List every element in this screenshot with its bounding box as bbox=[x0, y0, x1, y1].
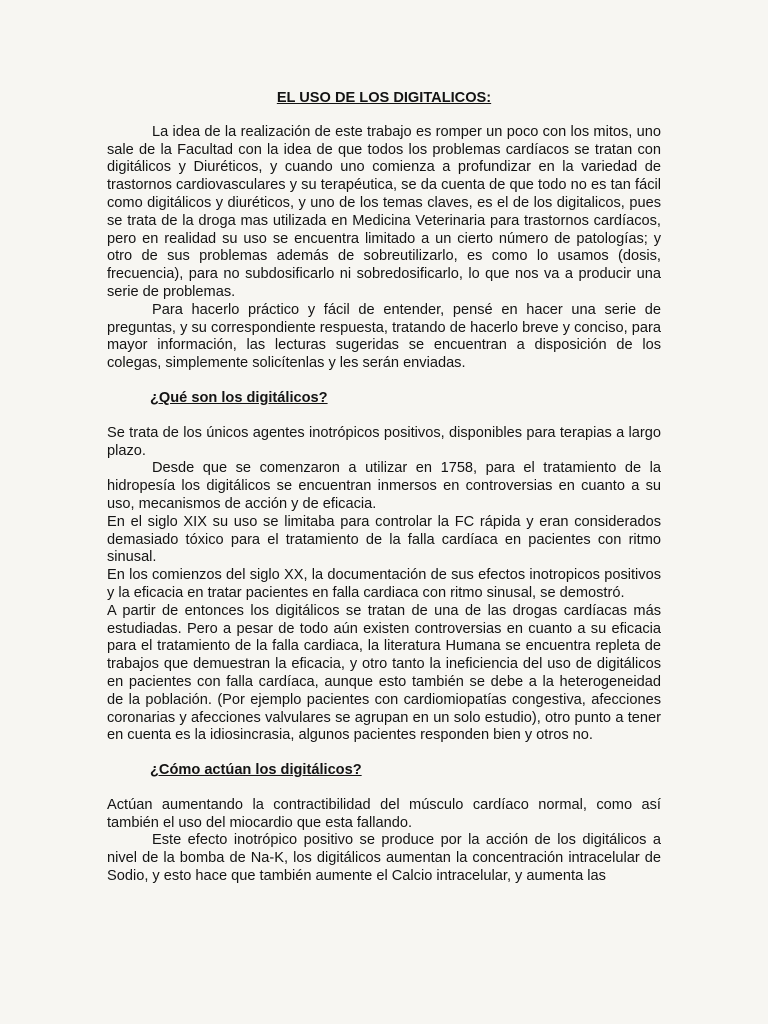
body-paragraph: En el siglo XIX su uso se limitaba para controlar la FC rápida y eran considerados demasiado tóxico para el tratamiento de la falla cardíaca en pacientes con ritmo sinusal. bbox=[107, 513, 661, 566]
document-body bbox=[107, 90, 661, 886]
intro-paragraph: La idea de la realización de este trabajo es romper un poco con los mitos, uno sale de la Facultad con la idea de que todos los problemas cardíacos se tratan con digitálicos y Diuréticos, y cuando uno comienza a profundizar en la variedad de trastornos cardiovasculares y su terapéutica, se da cuenta de que todo no es tan fácil como digitálicos y diuréticos, y uno de los temas claves, es el de los digitalicos, pues se trata de la droga mas utilizada en Medicina Veterinaria para trastornos cardíacos, pero en realidad su uso se encuentra limitado a un cierto número de patologías; y otro de sus problemas además de sobreutilizarlo, es como lo usamos (dosis, frecuencia), para no subdosificarlo ni sobredosificarlo, lo que nos va a producir una serie de problemas. bbox=[107, 123, 661, 300]
section-heading-como-actuan: ¿Cómo actúan los digitálicos? bbox=[150, 762, 362, 779]
body-paragraph: En los comienzos del siglo XX, la documentación de sus efectos inotropicos positivos y la eficacia en tratar pacientes en falla cardiaca con ritmo sinusal, se demostró. bbox=[107, 567, 661, 601]
body-paragraph: Desde que se comenzaron a utilizar en 1758, para el tratamiento de la hidropesía los digitálicos se encuentran inmersos en controversias en cuanto a su uso, mecanismos de acción y de eficacia. bbox=[107, 460, 661, 512]
document-title: EL USO DE LOS DIGITALICOS: bbox=[276, 90, 492, 106]
intro-paragraph: Para hacerlo práctico y fácil de entender, pensé en hacer una serie de preguntas, y su correspondiente respuesta, tratando de hacerlo breve y conciso, para mayor información, las lecturas sugeridas se encuentran a disposición de los colegas, simplemente solicítenlas y les serán enviadas. bbox=[107, 301, 661, 372]
body-paragraph: Se trata de los únicos agentes inotrópicos positivos, disponibles para terapias a largo plazo. bbox=[107, 424, 661, 459]
body-paragraph: Actúan aumentando la contractibilidad del músculo cardíaco normal, como así también el uso del miocardio que esta fallando. bbox=[107, 796, 661, 831]
body-paragraph: A partir de entonces los digitálicos se tratan de una de las drogas cardíacas más estudiadas. Pero a pesar de todo aún existen controversias en cuanto a su eficacia para el tratamiento de la falla cardiaca, la literatura Humana se encuentra repleta de trabajos que demuestran la eficacia, y otro tanto la ineficiencia del uso de digitálicos en pacientes con falla cardíaca, aunque esto también se debe a la heterogeneidad de la población. (Por ejemplo pacientes con cardiomiopatías congestiva, afecciones coronarias y afecciones valvulares se agrupan en un solo estudio), otro punto a tener en cuenta es la idiosincrasia, algunos pacientes responden bien y otros no. bbox=[107, 602, 661, 744]
section-heading-que-son: ¿Qué son los digitálicos? bbox=[150, 389, 328, 406]
body-paragraph: Este efecto inotrópico positivo se produce por la acción de los digitálicos a nivel de la bomba de Na-K, los digitálicos aumentan la concentración intracelular de Sodio, y esto hace que también aumente el Calcio intracelular, y aumenta las bbox=[107, 832, 661, 885]
